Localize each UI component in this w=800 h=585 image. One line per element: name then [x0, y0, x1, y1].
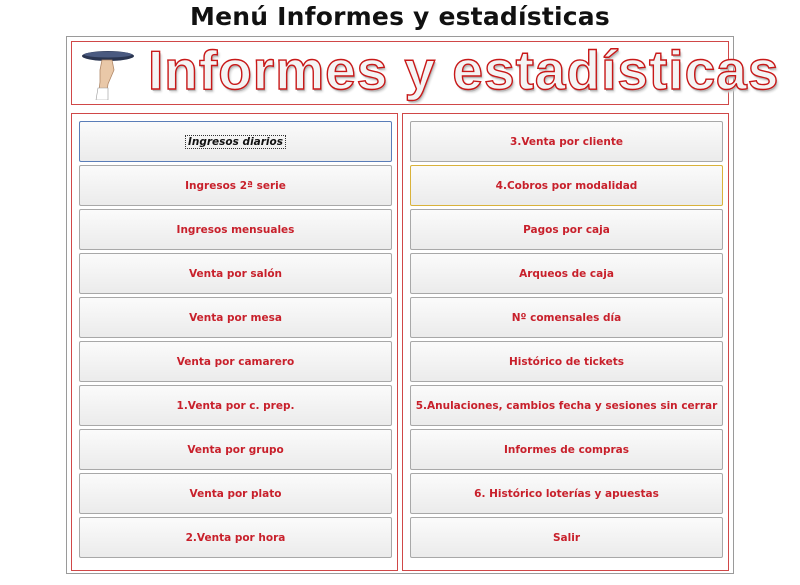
- button-label: Pagos por caja: [523, 223, 610, 236]
- button-label: Histórico de tickets: [509, 355, 624, 368]
- comensales-dia-button[interactable]: [410, 297, 723, 338]
- button-label: Ingresos mensuales: [176, 223, 295, 236]
- button-label: Nº comensales día: [511, 311, 622, 324]
- left-menu-panel: [71, 113, 398, 571]
- button-label: Venta por salón: [188, 267, 283, 280]
- button-label: Venta por grupo: [187, 443, 284, 456]
- button-label: 6. Histórico loterías y apuestas: [474, 487, 659, 500]
- banner-title: Informes y estadísticas: [148, 39, 780, 101]
- ingresos-diarios-button[interactable]: [79, 121, 392, 162]
- button-label: Ingresos diarios: [187, 135, 283, 148]
- button-label: Informes de compras: [503, 443, 629, 456]
- button-label: Ingresos 2ª serie: [185, 179, 286, 192]
- button-label: 2.Venta por hora: [185, 531, 286, 544]
- venta-por-mesa-button[interactable]: [79, 297, 392, 338]
- button-label: Venta por plato: [189, 487, 282, 500]
- informes-de-compras-button[interactable]: [410, 429, 723, 470]
- button-label: Arqueos de caja: [519, 267, 614, 280]
- banner: [71, 39, 780, 105]
- venta-por-plato-button[interactable]: [79, 473, 392, 514]
- button-label: Salir: [552, 531, 581, 544]
- historico-loterias-button[interactable]: [410, 473, 723, 514]
- ingresos-2-serie-button[interactable]: [79, 165, 392, 206]
- button-label: Venta por camarero: [176, 355, 295, 368]
- waiter-tray-icon: [78, 48, 142, 100]
- venta-por-hora-button[interactable]: [79, 517, 392, 558]
- venta-por-c-prep-button[interactable]: [79, 385, 392, 426]
- page-title: Menú Informes y estadísticas: [190, 2, 610, 31]
- button-label: 5.Anulaciones, cambios fecha y sesiones sin cerrar: [415, 399, 718, 412]
- right-menu-panel: [402, 113, 729, 571]
- button-label: 4.Cobros por modalidad: [495, 179, 638, 192]
- pagos-por-caja-button[interactable]: [410, 209, 723, 250]
- salir-button[interactable]: [410, 517, 723, 558]
- button-label: Venta por mesa: [189, 311, 282, 324]
- anulaciones-button[interactable]: [410, 385, 723, 426]
- reports-window: [66, 36, 780, 574]
- button-label: 1.Venta por c. prep.: [176, 399, 295, 412]
- cobros-por-modalidad-button[interactable]: [410, 165, 723, 206]
- venta-por-salon-button[interactable]: [79, 253, 392, 294]
- button-label: 3.Venta por cliente: [510, 135, 623, 148]
- arqueos-de-caja-button[interactable]: [410, 253, 723, 294]
- venta-por-grupo-button[interactable]: [79, 429, 392, 470]
- historico-de-tickets-button[interactable]: [410, 341, 723, 382]
- venta-por-cliente-button[interactable]: [410, 121, 723, 162]
- venta-por-camarero-button[interactable]: [79, 341, 392, 382]
- ingresos-mensuales-button[interactable]: [79, 209, 392, 250]
